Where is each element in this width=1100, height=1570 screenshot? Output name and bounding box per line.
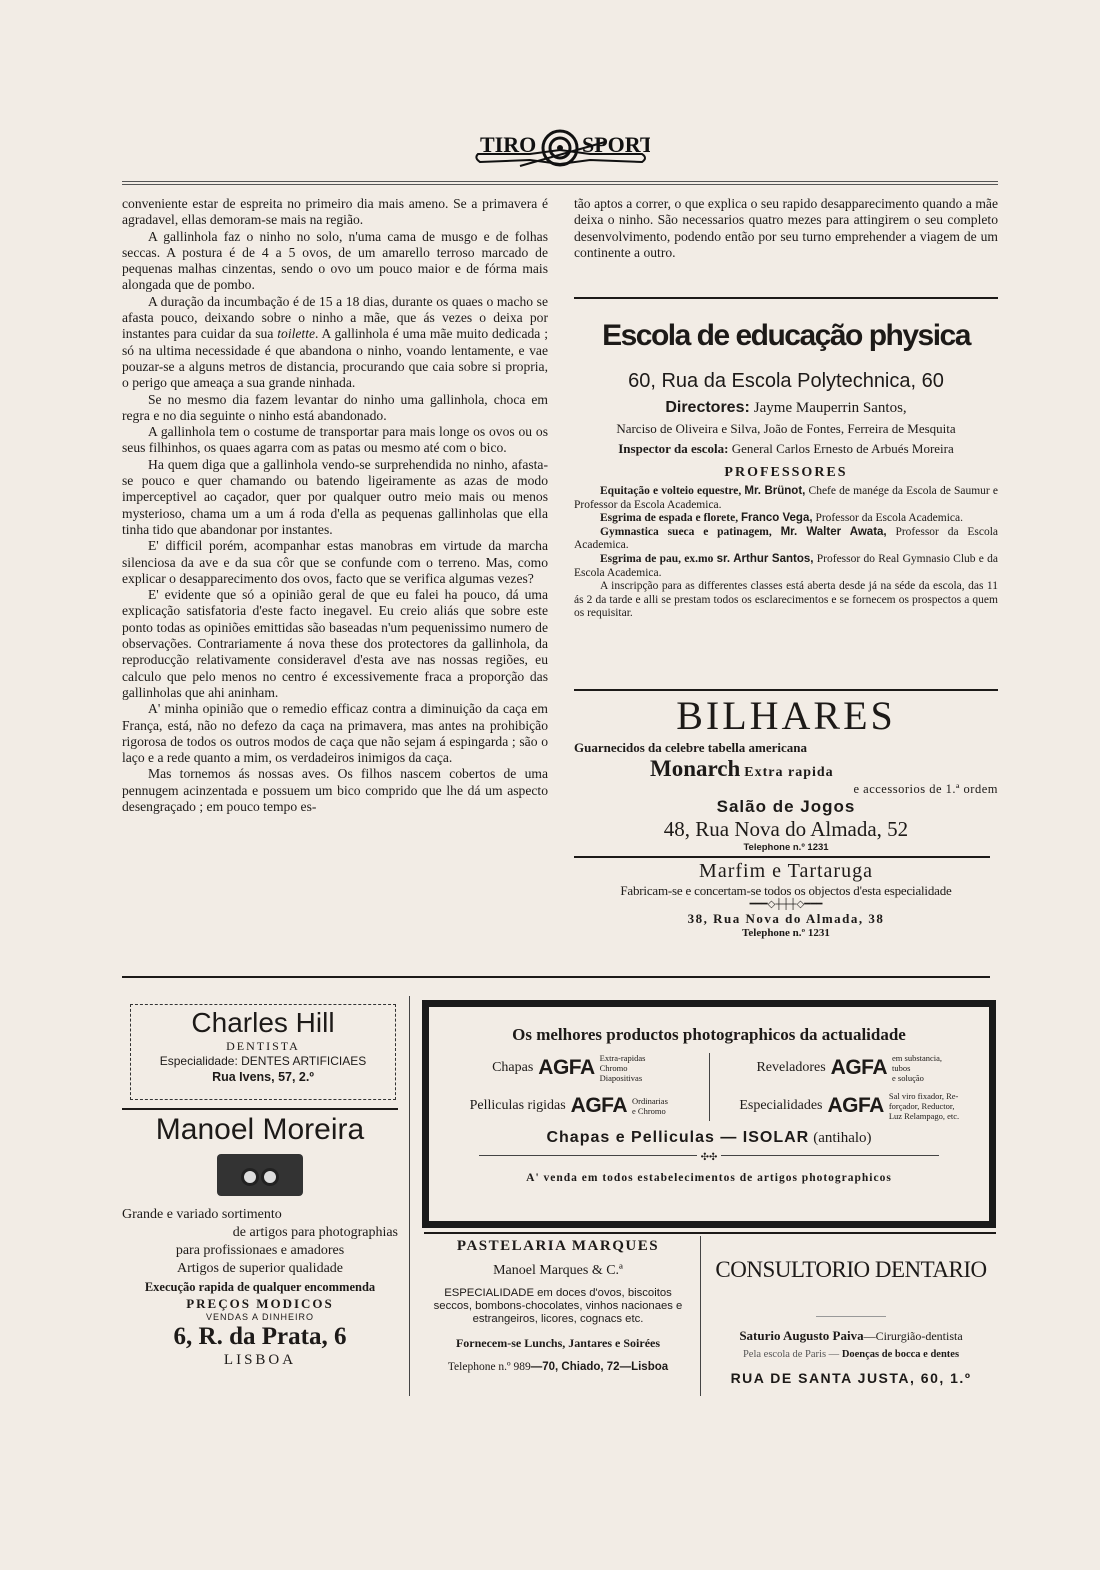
school: Pela escola de Paris — (742, 1349, 840, 1360)
tiro-e-sport-logo-icon (470, 118, 650, 170)
bilhares-line: Guarnecidos da celebre tabella americana (574, 740, 808, 755)
specialty: Especialidade: DENTES ARTIFICIAES (159, 1054, 367, 1068)
label: Pelliculas rigidas (469, 1098, 566, 1113)
section-divider (122, 976, 990, 978)
column-divider (409, 996, 410, 1396)
divider (574, 297, 998, 299)
detail: Extra-rapidas (599, 1053, 646, 1063)
detail: Ordinarias (632, 1096, 668, 1106)
divider (122, 1108, 398, 1110)
directores-names: Jayme Mauperrin Santos, (753, 400, 907, 416)
marfim-ad (574, 860, 998, 939)
address: 6, R. da Prata, 6 (173, 1323, 347, 1350)
detail: Sal viro fixador, Re- (888, 1091, 959, 1101)
charles-hill-ad (130, 1004, 396, 1100)
manoel-moreira-name: Manoel Moreira (155, 1113, 365, 1146)
consultorio-title: CONSULTORIO DENTARIO (715, 1257, 987, 1282)
camera-icon (217, 1154, 303, 1196)
header-rule (122, 184, 998, 185)
brand: AGFA (830, 1056, 887, 1079)
label: Chapas (492, 1060, 534, 1075)
brand: AGFA (538, 1056, 595, 1079)
line: para profissionaes e amadores (175, 1243, 345, 1258)
detail: forçador, Reductor, (888, 1101, 955, 1111)
marfim-address: 38, Rua Nova do Almada, 38 (687, 911, 885, 926)
specialty: Doenças de bocca e dentes (841, 1349, 960, 1360)
paragraph: conveniente estar de espreita no primeiro dia mais ameno. Se a primavera é agradavel, ellas demoram-se mais na região. (122, 196, 548, 228)
marfim-line: Fabricam-se e concertam-se todos os objectos d'esta especialidade (620, 883, 952, 898)
divider (424, 1232, 996, 1234)
paragraph: E' difficil porém, acompanhar estas manobras em virtude da marcha silenciosa da ave e da sua côr que se confunde com o terreno. Mas, como explicar o desapparecimento dos ovos, facto que se verifica algumas vezes? (122, 538, 548, 586)
directores-names-2: Narciso de Oliveira e Silva, João de Fontes, Ferreira de Mesquita (616, 421, 956, 436)
italic-text: toilette (277, 326, 316, 342)
paragraph: E' evidente que só a opinião geral de que eu falei ha pouco, dá uma explicação satisfatoria d'este facto inegavel. Eu creio aliás que sobre este ponto todas as opiniões emittidas são baseadas n'um pequenissimo numero de observações. Contrariamente á nova these dos protectores da gallinhola, da reproducção relativamente consideravel d'esta ave nas nossas regiões, eu calculo que pelo menos no centro é excessivemente fraca a proporção das gallinholas que ahi aninham. (122, 587, 548, 700)
brand: AGFA (827, 1094, 884, 1117)
agfa-item (710, 1091, 990, 1121)
name: Franco Vega, (740, 512, 813, 525)
paragraph: Se no mesmo dia fazem levantar do ninho uma gallinhola, choca em regra e no dia seguinte o ninho está abandonado. (122, 391, 548, 423)
salao: Salão de Jogos (716, 797, 856, 816)
name: sr. Arthur Santos, (716, 552, 814, 565)
bilhares-ad (574, 694, 998, 853)
precos: PREÇOS MODICOS (186, 1296, 334, 1311)
agfa-item (429, 1053, 709, 1083)
subject: Esgrima de pau, ex.mo (600, 552, 714, 565)
charles-hill-name: Charles Hill (191, 1007, 335, 1038)
name: Mr. Walter Awata, (780, 525, 887, 538)
bilhares-address: 48, Rua Nova do Almada, 52 (663, 817, 909, 841)
telephone: Telephone n.º 1231 (743, 842, 829, 853)
brand-monarch: Monarch (650, 756, 741, 781)
ornament-icon: ━━━◇┼┼┼◇━━━ (749, 899, 823, 910)
paragraph: tão aptos a correr, o que explica o seu rapido desapparecimento quando a mãe deixa o ninho. São necessarios quatro mezes para attingirem o seu completo desenvolvimento, podendo então por seu turno emprehender a viagem de um continente a outro. (574, 196, 998, 260)
manoel-moreira-ad (122, 1112, 398, 1369)
subject: Equitação e volteio equestre, (600, 485, 742, 497)
escola-title: Escola de educação physica (602, 319, 970, 352)
paragraph: Mas tornemos ás nossas aves. Os filhos nascem cobertos de uma pennugem acinzentada e possuem um bico comprido que lhe dá um aspecto desengraçado ; em pouco tempo es- (122, 766, 548, 814)
ornament-icon: ✣✣ (479, 1155, 939, 1158)
desc: Professor da Escola Academica. (574, 525, 999, 552)
detail: Diapositivas (599, 1073, 643, 1083)
name: Mr. Brünot, (744, 485, 806, 497)
pastelaria-ad (424, 1238, 692, 1373)
column-divider (700, 1236, 701, 1396)
line: Grande e variado sortimento (122, 1207, 282, 1222)
text: . A gallinhola é uma mãe muito dedicada ; só na ultima necessidade é que abandona o ninho, voando lentamente, e vae pouzar-se a alguns metros de distancia, procurando que caia sobre si propria, o perigo que ameaça a sua grande ninhada. (122, 326, 548, 391)
line: Execução rapida de qualquer encommenda (144, 1280, 376, 1294)
professor-entry (574, 526, 998, 553)
brand: AGFA (570, 1094, 627, 1117)
subject: Esgrima de espada e florete, (600, 512, 739, 525)
article-right-column (574, 196, 998, 261)
role: DENTISTA (226, 1039, 300, 1053)
consultorio-address: RUA DE SANTA JUSTA, 60, 1.º (730, 1370, 972, 1386)
desc: Professor do Real Gymnasio Club e da Escola Academica. (574, 552, 999, 579)
paragraph: Ha quem diga que a gallinhola vendo-se surprehendida no ninho, afasta-se pouco e quer chamando ou batendo ligeiramente as azas de modo imperceptivel ao caçador, quer por qualquer outro meio mais ou menos mysterioso, chama um a um á roda d'ella as pequenas gallinholas que ella tinha tido que abandonar por instantes. (122, 456, 548, 537)
inspector-name: General Carlos Ernesto de Arbués Moreira (731, 441, 954, 456)
article-left-column (122, 196, 548, 815)
agfa-item (710, 1053, 990, 1083)
dentist-role: —Cirurgião-dentista (863, 1329, 963, 1343)
consultorio-ad (704, 1238, 998, 1386)
agfa-item (429, 1091, 709, 1121)
detail: e Chromo (632, 1106, 666, 1116)
label: Especialidades (739, 1098, 823, 1113)
detail: Luz Relampago, etc. (888, 1111, 960, 1121)
divider (574, 856, 990, 858)
detail: Chromo (599, 1063, 628, 1073)
escola-address: 60, Rua da Escola Polytechnica, 60 (628, 370, 944, 392)
desc: Chefe de manége da Escola de Saumur e Professor da Escola Academica. (574, 485, 999, 511)
address: Rua Ivens, 57, 2.º (212, 1070, 314, 1084)
line: Artigos de superior qualidade (176, 1261, 343, 1276)
directores-label: Directores: (665, 399, 750, 416)
paragraph (122, 294, 548, 392)
agfa-ad (422, 1000, 996, 1228)
line: de artigos para photographias (232, 1225, 398, 1240)
detail: tubos (892, 1063, 911, 1073)
description: ESPECIALIDADE em doces d'ovos, biscoitos seccos, bombons-chocolates, vinhos nacionaes e estrangeiros, licores, cognacs etc. (433, 1287, 683, 1325)
dentist-name: Saturio Augusto Paiva (739, 1328, 864, 1343)
telephone: Telephone n.º 989 (447, 1361, 531, 1373)
services: Fornecem-se Lunchs, Jantares e Soirées (455, 1336, 661, 1350)
bilhares-title: BILHARES (676, 693, 896, 738)
city: LISBOA (223, 1352, 297, 1368)
inscricao-text: A inscripção para as differentes classes está aberta desde já na séde da escola, das 11 ás 2 da tarde e alli se prestam todos os esclarecimentos e se fornecem os prospectos a quem os requisitar. (574, 580, 998, 620)
brand-suffix: Extra rapida (744, 765, 834, 780)
header-rule (122, 181, 998, 182)
text: A duração da incumbação é de 15 a 18 dias, durante os quaes o macho se afasta pouco, deixando sobre o ninho a mãe, que ás vezes o deixa por instantes para cuidar da sua (122, 293, 548, 342)
professores-heading: PROFESSORES (724, 465, 848, 480)
paragraph: A' minha opinião que o remedio efficaz contra a diminuição da caça em França, está, não no defezo da caça na primavera, mas antes na prohibição rigorosa de todos os outros modos de caça que não sejam á espingarda ; são o laço e a rede quanto a mim, os verdadeiros inimigos da caça. (122, 701, 548, 766)
professor-entry (574, 485, 998, 512)
masthead-logo (470, 118, 650, 170)
isolar: Chapas e Pelliculas — ISOLAR (546, 1129, 810, 1146)
detail: e solução (892, 1073, 924, 1083)
address: —70, Chiado, 72—Lisboa (530, 1361, 669, 1373)
agfa-title: Os melhores productos photographicos da actualidade (512, 1025, 906, 1044)
telephone: Telephone n.º 1231 (742, 927, 830, 939)
agfa-footer: A' venda em todos estabelecimentos de artigos photographicos (526, 1172, 892, 1184)
marfim-title: Marfim e Tartaruga (699, 860, 873, 882)
vendas: VENDAS A DINHEIRO (205, 1312, 315, 1322)
professor-entry (574, 553, 998, 580)
professor-entry (574, 512, 998, 526)
owner: Manoel Marques & C.ª (493, 1263, 623, 1278)
label: Reveladores (756, 1060, 826, 1075)
svg-text:TIRO: TIRO (480, 132, 537, 157)
accessorios: e accessorios de 1.ª ordem (853, 782, 998, 796)
desc: Professor da Escola Academica. (815, 512, 963, 525)
divider (574, 689, 998, 691)
pastelaria-title: PASTELARIA MARQUES (456, 1238, 660, 1254)
escola-ad (574, 308, 998, 621)
subject: Gymnastica sueca e patinagem, (600, 525, 772, 538)
divider (816, 1316, 886, 1317)
antihalo: (antihalo) (813, 1130, 872, 1146)
svg-text:SPORT: SPORT (582, 132, 650, 157)
detail: em substancia, (892, 1053, 943, 1063)
paragraph: A gallinhola faz o ninho no solo, n'uma cama de musgo e de folhas seccas. A postura é de 4 a 5 ovos, de um amarello terroso marcado de pequenas malhas cinzentas, sendo o ovo um pouco maior e de fórma mais alongada que de pombo. (122, 228, 548, 293)
inspector-label: Inspector da escola: (618, 441, 729, 456)
paragraph: A gallinhola tem o costume de transportar para mais longe os ovos ou os seus filhinhos, os quaes agarra com as patas ou mesmo até com o bico. (122, 424, 548, 456)
